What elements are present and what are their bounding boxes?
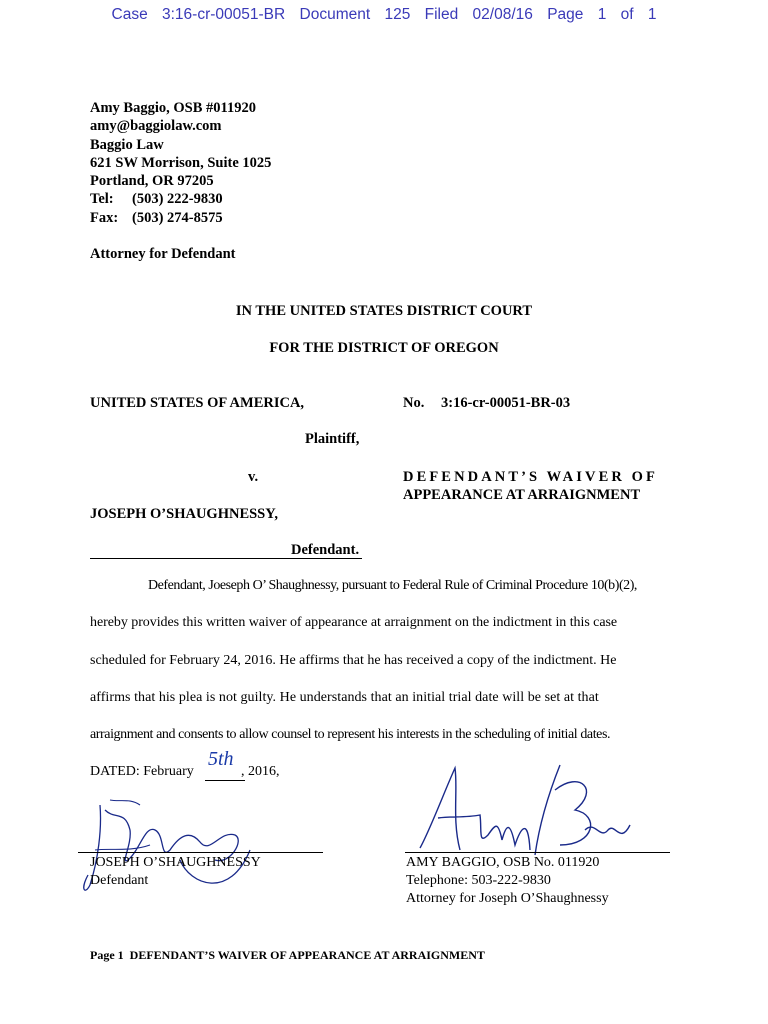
footer-title: DEFENDANT’S WAIVER OF APPEARANCE AT ARRAIGNMENT: [129, 948, 485, 962]
plaintiff-role: Plaintiff,: [305, 431, 360, 447]
dated-suffix: , 2016,: [241, 764, 280, 779]
case-no-label: No.: [403, 395, 425, 411]
plaintiff-name: UNITED STATES OF AMERICA,: [90, 395, 305, 411]
ecf-header: [0, 6, 768, 24]
telephone-line: [90, 190, 271, 208]
fax-label: Fax:: [90, 209, 119, 226]
document-title-line-1: DEFENDANT’S WAIVER OF: [403, 469, 658, 485]
dated-prefix: DATED: February: [90, 764, 194, 779]
fax-line: [90, 209, 271, 227]
street-address: 621 SW Morrison, Suite 1025: [90, 154, 272, 171]
defendant-signature: [70, 790, 270, 910]
defendant-role: Defendant.: [291, 542, 360, 558]
attorney-email: amy@baggiolaw.com: [90, 118, 222, 135]
attorney-block: [90, 99, 271, 263]
versus: v.: [248, 469, 259, 485]
body-line-5: arraignment and consents to allow counsel to represent his interests in the scheduling of initial dates.: [90, 727, 611, 742]
tel-number: (503) 222-9830: [132, 191, 223, 208]
body-line-2: hereby provides this written waiver of appearance at arraignment on the indictment in this case: [90, 615, 618, 630]
attorney-signature-role: Attorney for Joseph O’Shaughnessy: [406, 891, 609, 906]
filed-date: Filed 02/08/16: [424, 6, 533, 23]
case-number: Case 3:16-cr-00051-BR: [111, 6, 286, 23]
tel-label: Tel:: [90, 191, 114, 208]
attorney-signature-line: [405, 852, 670, 853]
defendant-signature-role: Defendant: [90, 873, 149, 888]
page-footer: [90, 948, 485, 963]
body-line-4: affirms that his plea is not guilty. He understands that an initial trial date will be set at that: [90, 690, 599, 705]
body-line-1: Defendant, Joeseph O’ Shaughnessy, pursuant to Federal Rule of Criminal Procedure 10(b)(2),: [148, 578, 637, 593]
city-state: Portland, OR 97205: [90, 173, 214, 190]
body-line-3: scheduled for February 24, 2016. He affirms that he has received a copy of the indictment. He: [90, 653, 617, 668]
document-number: Document 125: [299, 6, 411, 23]
defendant-signature-name: JOSEPH O’SHAUGHNESSY: [90, 855, 261, 870]
case-no: 3:16-cr-00051-BR-03: [441, 395, 571, 411]
attorney-signature-name: AMY BAGGIO, OSB No. 011920: [406, 855, 600, 870]
defendant-signature-line: [78, 852, 323, 853]
court-line-1: IN THE UNITED STATES DISTRICT COURT: [235, 303, 533, 319]
page-count: Page 1 of 1: [547, 6, 657, 23]
footer-page-label: Page 1: [90, 948, 124, 962]
attorney-phone: Telephone: 503-222-9830: [406, 873, 551, 888]
attorney-role: Attorney for Defendant: [90, 246, 236, 263]
firm-name: Baggio Law: [90, 136, 164, 153]
defendant-name: JOSEPH O’SHAUGHNESSY,: [90, 506, 279, 522]
date-blank-line: [205, 780, 245, 781]
attorney-name: Amy Baggio, OSB #011920: [90, 100, 256, 116]
attorney-signature: [410, 760, 640, 860]
document-title-line-2: APPEARANCE AT ARRAIGNMENT: [403, 487, 641, 503]
court-line-2: FOR THE DISTRICT OF OREGON: [269, 340, 499, 356]
handwritten-day: 5th: [208, 748, 234, 770]
fax-number: (503) 274-8575: [132, 209, 223, 226]
